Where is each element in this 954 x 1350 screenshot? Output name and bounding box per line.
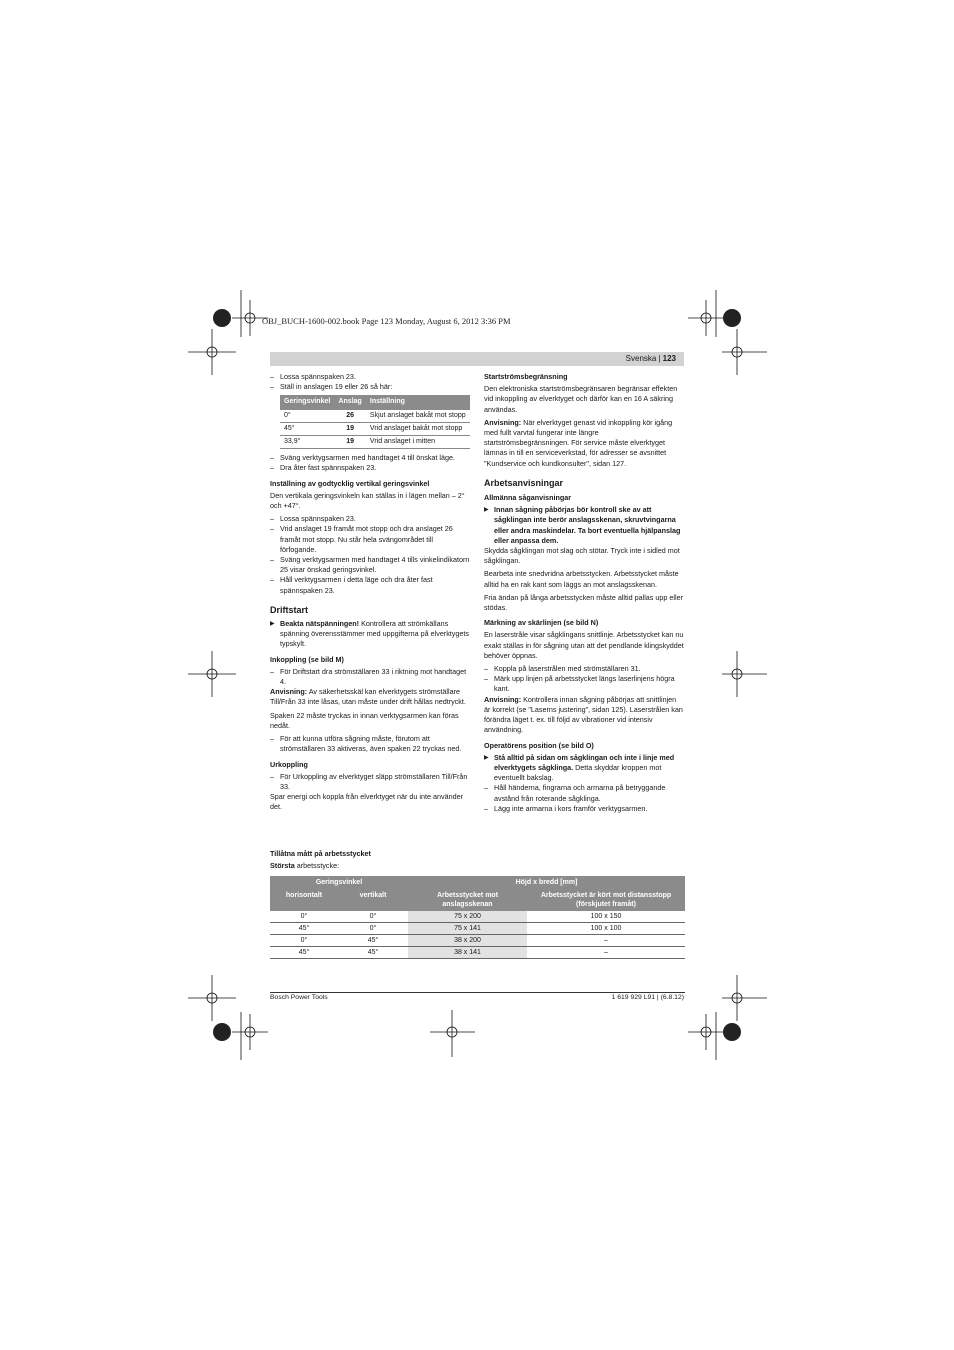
section-subtitle: Märkning av skärlinjen (se bild N) [484,618,599,628]
paragraph: Den elektroniska startströmsbegränsaren begränsar effekten vid inkoppling av elverktyget och därför kan en 16 A säkring användas. [484,384,678,414]
paragraph: Bearbeta inte snedvridna arbetsstycken. Arbetsstycket måste alltid ha en rak kant som läggs an mot anslagsskenan. [484,569,679,589]
warning-item [270,619,470,650]
list-item: – För Driftstart dra strömställaren 33 i riktning mot handtaget 4. [270,667,470,687]
warning-item [484,753,684,784]
paragraph: Skydda sågklingan mot slag och stötar. Tryck inte i sidled mot sågklingan. [484,546,680,566]
list-item: – Lägg inte armarna i kors framför verktygsarmen. [484,804,684,814]
list-item: – Dra åter fast spännspaken 23. [270,463,470,473]
paragraph: Spaken 22 måste tryckas in innan verktygsarmen kan föras nedåt. [270,710,459,730]
table-header: Arbetsstycket mot anslagsskenan [408,889,527,911]
list-item: – Koppla på laserstrålen med strömställaren 31. [484,664,684,674]
table-row [270,947,685,959]
section-subtitle: Urkoppling [270,759,308,769]
table-cell: 0° [270,911,338,923]
list-item: – Sväng verktygsarmen med handtaget 4 tills vinkelindikatorn 25 visar önskad geringsvinkel. [270,555,470,575]
list-item: – För Urkoppling av elverktyget släpp strömställaren Till/Från 33. [270,772,470,792]
warning-item [484,505,684,546]
section-subtitle: Inkoppling (se bild M) [270,654,344,664]
table-cell: Skjut anslaget bakåt mot stopp [366,410,470,423]
footer-divider [270,992,685,993]
table-row [280,436,470,449]
table-cell: 0° [270,935,338,947]
language-label: Svenska | [625,354,661,363]
table-cell: 75 x 200 [408,911,527,923]
paragraph [484,695,684,736]
table-cell: 45° [280,422,334,435]
warning-text: Kontrollera att strömkällans spänning överensstämmer med uppgifterna på elverktygets typskylt. [280,619,469,649]
list-item: – För att kunna utföra sågning måste, förutom att strömställaren 33 aktiveras, även spaken 22 tryckas ned. [270,734,470,754]
table-header: Inställning [366,395,470,409]
anslag-table [280,395,470,449]
footer-brand: Bosch Power Tools [270,994,328,1001]
file-header: OBJ_BUCH-1600-002.book Page 123 Monday, August 6, 2012 3:36 PM [262,316,511,326]
table-row [270,911,685,923]
subtitle-rest: arbetsstycke: [294,861,340,870]
footer-doc-number: 1 619 929 L91 | (6.8.12) [611,994,684,1001]
paragraph [484,418,684,469]
table-cell: 45° [338,935,408,947]
note-label: Anvisning: [484,417,522,427]
right-column [484,372,684,814]
table-cell: 26 [334,410,365,423]
table-cell: 45° [270,923,338,935]
page-header-bar [270,352,684,366]
table-cell: Vrid anslaget i mitten [366,436,470,449]
table-header: Geringsvinkel [280,395,334,409]
paragraph: Spar energi och koppla från elverktyget när du inte använder det. [270,792,463,812]
dimensions-title: Tillåtna mått på arbetsstycket [270,849,371,858]
table-row [270,923,685,935]
list-item: – Märk upp linjen på arbetsstycket längs laserlinjens högra kant. [484,674,684,694]
table-header: Anslag [334,395,365,409]
section-subtitle: Startströmsbegränsning [484,372,568,381]
note-text: Kontrollera innan sågning påbörjas att snittlinjen är korrekt (se "Laserns justering", sidan 125). Laserstrålen kan förändra läget t. ex. till följd av vibrationer vid intensiv användning. [484,694,683,735]
table-cell: Vrid anslaget bakåt mot stopp [366,422,470,435]
table-row [280,422,470,435]
table-cell: 19 [334,436,365,449]
table-header: vertikalt [338,889,408,911]
table-cell: – [527,935,685,947]
list-item: – Sväng verktygsarmen med handtaget 4 till önskat läge. [270,453,470,463]
table-cell: 100 x 150 [527,911,685,923]
table-cell: 45° [270,947,338,959]
paragraph: Den vertikala geringsvinkeln kan ställas in i lägen mellan – 2° och +47°. [270,490,465,511]
dimensions-subtitle [270,861,339,870]
table-row [270,935,685,947]
table-row [280,410,470,423]
table-cell: 38 x 200 [408,935,527,947]
list-item: – Lossa spännspaken 23. [270,372,470,382]
warning-bold: Stå alltid på sidan om sågklingan och inte i linje med elverktygets sågklinga. [494,752,675,772]
section-subtitle: Allmänna såganvisningar [484,493,572,503]
section-heading: Arbetsanvisningar [484,477,564,488]
table-cell: 0° [280,410,334,423]
list-item: – Håll verktygsarmen i detta läge och dra åter fast spännspaken 23. [270,575,470,595]
section-heading: Driftstart [270,604,309,615]
list-item: – Ställ in anslagen 19 eller 26 så här: [270,382,470,392]
page-language-number [626,354,676,363]
list-item: – Lossa spännspaken 23. [270,514,470,524]
table-cell: 0° [338,923,408,935]
section-subtitle: Inställning av godtycklig vertikal geringsvinkel [270,478,430,488]
warning-text: Detta skyddar kroppen mot eventuellt bakslag. [494,762,662,783]
note-text: Av säkerhetsskäl kan elverktygets strömställare Till/Från 33 inte låsas, utan måste under drift hållas nedtryckt. [270,687,466,707]
note-label: Anvisning: [270,687,308,697]
table-cell: 33,9° [280,436,334,449]
table-cell: 38 x 141 [408,947,527,959]
table-header: Geringsvinkel [270,876,408,889]
subtitle-bold: Största [270,861,295,870]
note-label: Anvisning: [484,694,522,704]
table-header: Höjd x bredd [mm] [408,876,685,889]
page-number: 123 [662,354,676,363]
table-cell: 19 [334,422,365,435]
paragraph: En laserstråle visar sågklingans snittlinje. Arbetsstycket kan nu exakt ställas in för sågning utan att det pendlande klingskyddet behöver öppnas. [484,630,684,660]
table-header: Arbetsstycket är kört mot distansstopp (förskjutet framåt) [527,889,685,911]
table-cell: 45° [338,947,408,959]
list-item: – Håll händerna, fingrarna och armarna på betryggande avstånd från roterande sågklinga. [484,783,684,803]
warning-bold: Beakta nätspänningen! [280,619,360,629]
warning-bold: Innan sågning påbörjas bör kontroll ske av att sågklingan inte berör anslagsskenan, skruvtvingarna eller andra maskindelar. Ta bort eventuella hjälpanslag eller anpassa dem. [494,505,681,545]
table-cell: 100 x 100 [527,923,685,935]
left-column [270,372,470,816]
table-cell: – [527,947,685,959]
paragraph [270,687,470,707]
note-text: När elverktyget genast vid inkoppling kör igång med fullt varvtal fungerar inte längre startströmsbegränsningen. För service måste elverktyget lämnas in till en serviceverkstad, för adresser se avsnittet "Kundservice och kundkonsulter", sidan 127. [484,417,673,468]
dimensions-table [270,876,685,959]
table-header: horisontalt [270,889,338,911]
table-cell: 0° [338,911,408,923]
list-item: – Vrid anslaget 19 framåt mot stopp och dra anslaget 26 framåt mot stopp. Nu står hela svängområdet till förfogande. [270,524,470,555]
table-cell: 75 x 141 [408,923,527,935]
section-subtitle: Operatörens position (se bild O) [484,740,594,750]
paragraph: Fria ändan på långa arbetsstycken måste alltid pallas upp eller stödas. [484,592,683,613]
